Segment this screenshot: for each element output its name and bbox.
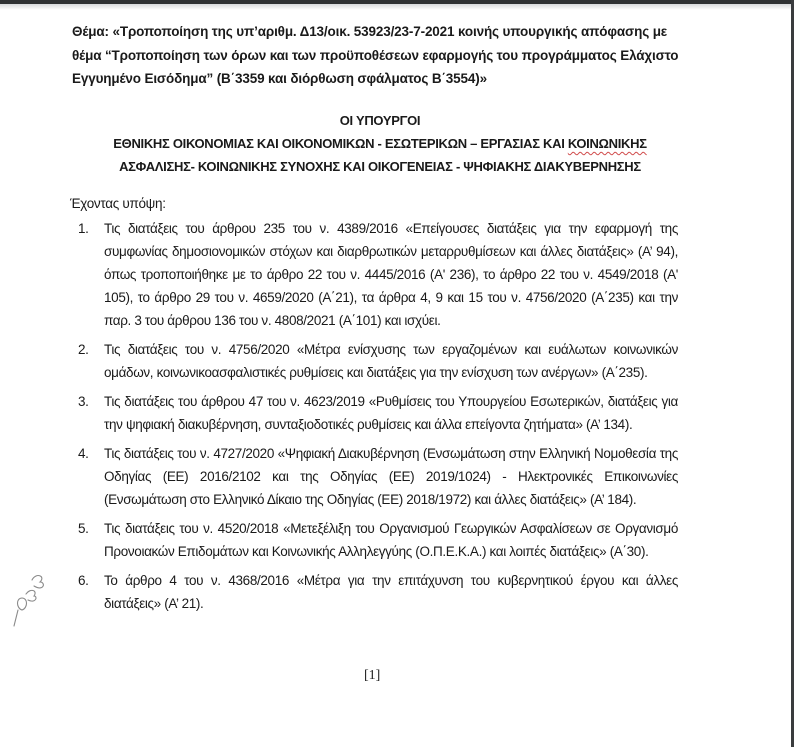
list-item-number: 2. [78, 342, 89, 357]
list-item-text: Τις διατάξεις του ν. 4520/2018 «Μετεξέλιξη του Οργανισμού Γεωργικών Ασφαλίσεων σε Οργανισμό Προνοιακών Επιδομάτων και Κοινωνικής Αλληλεγγύης (Ο.Π.Ε.Κ.Α.) και λοιπές διατάξεις» (Α΄30). [104, 521, 678, 559]
list-item-text: Τις διατάξεις του ν. 4727/2020 «Ψηφιακή Διακυβέρνηση (Ενσωμάτωση στην Ελληνική Νομοθεσία της Οδηγίας (ΕΕ) 2016/2102 και της Οδηγίας (ΕΕ) 2019/1024) - Ηλεκτρονικές Επικοινωνίες (Ενσωμάτωση στο Ελληνικό Δίκαιο της Οδηγίας (ΕΕ) 2018/1972) και άλλες διατάξεις» (Α’ 184). [104, 446, 678, 507]
list-item-number: 1. [78, 221, 89, 236]
list-item-text: Το άρθρο 4 του ν. 4368/2016 «Μέτρα για την επιτάχυνση του κυβερνητικού έργου και άλλες διατάξεις» (Α’ 21). [104, 573, 678, 611]
list-item-text: Τις διατάξεις του ν. 4756/2020 «Μέτρα ενίσχυσης των εργαζομένων και ευάλωτων κοινωνικών ομάδων, κοινωνικοασφαλιστικές ρυθμίσεις και διατάξεις για την ενίσχυση των ανέργων» (Α΄235). [104, 342, 678, 380]
legal-basis-list [78, 217, 678, 621]
list-item [78, 217, 678, 332]
list-item-number: 5. [78, 521, 89, 536]
list-item-number: 6. [78, 573, 89, 588]
list-item [78, 390, 678, 436]
list-item [78, 338, 678, 384]
ministers-line-1-text: ΕΘΝΙΚΗΣ ΟΙΚΟΝΟΜΙΑΣ ΚΑΙ ΟΙΚΟΝΟΜΙΚΩΝ - ΕΣΩΤΕΡΙΚΩΝ – ΕΡΓΑΣΙΑΣ ΚΑΙ [113, 136, 568, 151]
list-item-number: 4. [78, 446, 89, 461]
spellcheck-flagged-word[interactable]: ΚΟΙΝΩΝΙΚΗΣ [567, 136, 647, 151]
page-number: [1] [364, 668, 381, 683]
handwritten-annotation-icon [8, 550, 48, 630]
ministers-heading [80, 109, 680, 178]
list-item-text: Τις διατάξεις του άρθρου 235 του ν. 4389/2016 «Επείγουσες διατάξεις για την εφαρμογή της συμφωνίας δημοσιονομικών στόχων και διαρθρωτικών μεταρρυθμίσεων και άλλες διατάξεις» (Α’ 94), όπως τροποποιήθηκε με το άρθρο 22 του ν. 4445/2016 (Α' 236), το άρθρο 22 του ν. 4549/2018 (Α' 105), το άρθρο 29 του ν. 4659/2020 (Α΄21), τα άρθρα 4, 9 και 15 του ν. 4756/2020 (Α΄235) και την παρ. 3 του άρθρου 136 του ν. 4808/2021 (Α΄101) και ισχύει. [104, 221, 678, 328]
list-item-text: Τις διατάξεις του άρθρου 47 του ν. 4623/2019 «Ρυθμίσεις του Υπουργείου Εσωτερικών, διατάξεις για την ψηφιακή διακυβέρνηση, συνταξιοδοτικές ρυθμίσεις και άλλα επείγοντα ζητήματα» (Α’ 134). [104, 394, 678, 432]
list-item [78, 442, 678, 511]
ministers-line-1 [80, 132, 680, 155]
list-item-number: 3. [78, 394, 89, 409]
ministers-line-2: ΑΣΦΑΛΙΣΗΣ- ΚΟΙΝΩΝΙΚΗΣ ΣΥΝΟΧΗΣ ΚΑΙ ΟΙΚΟΓΕΝΕΙΑΣ - ΨΗΦΙΑΚΗΣ ΔΙΑΚΥΒΕΡΝΗΣΗΣ [119, 159, 641, 174]
list-item [78, 517, 678, 563]
list-item [78, 569, 678, 615]
document-subject: Θέμα: «Τροποποίηση της υπ’αριθμ. Δ13/οικ. 53923/23-7-2021 κοινής υπουργικής απόφασης με θέμα “Τροποποίηση των όρων και των προϋποθέσεων εφαρμογής του προγράμματος Ελάχιστο Εγγυημένο Εισόδημα” (Β΄3359 και διόρθωση σφάλματος Β΄3554)» [72, 24, 679, 86]
document-page [0, 10, 791, 747]
ministers-title: ΟΙ ΥΠΟΥΡΓΟΙ [339, 113, 421, 128]
considering-label: Έχοντας υπόψη: [70, 196, 166, 211]
